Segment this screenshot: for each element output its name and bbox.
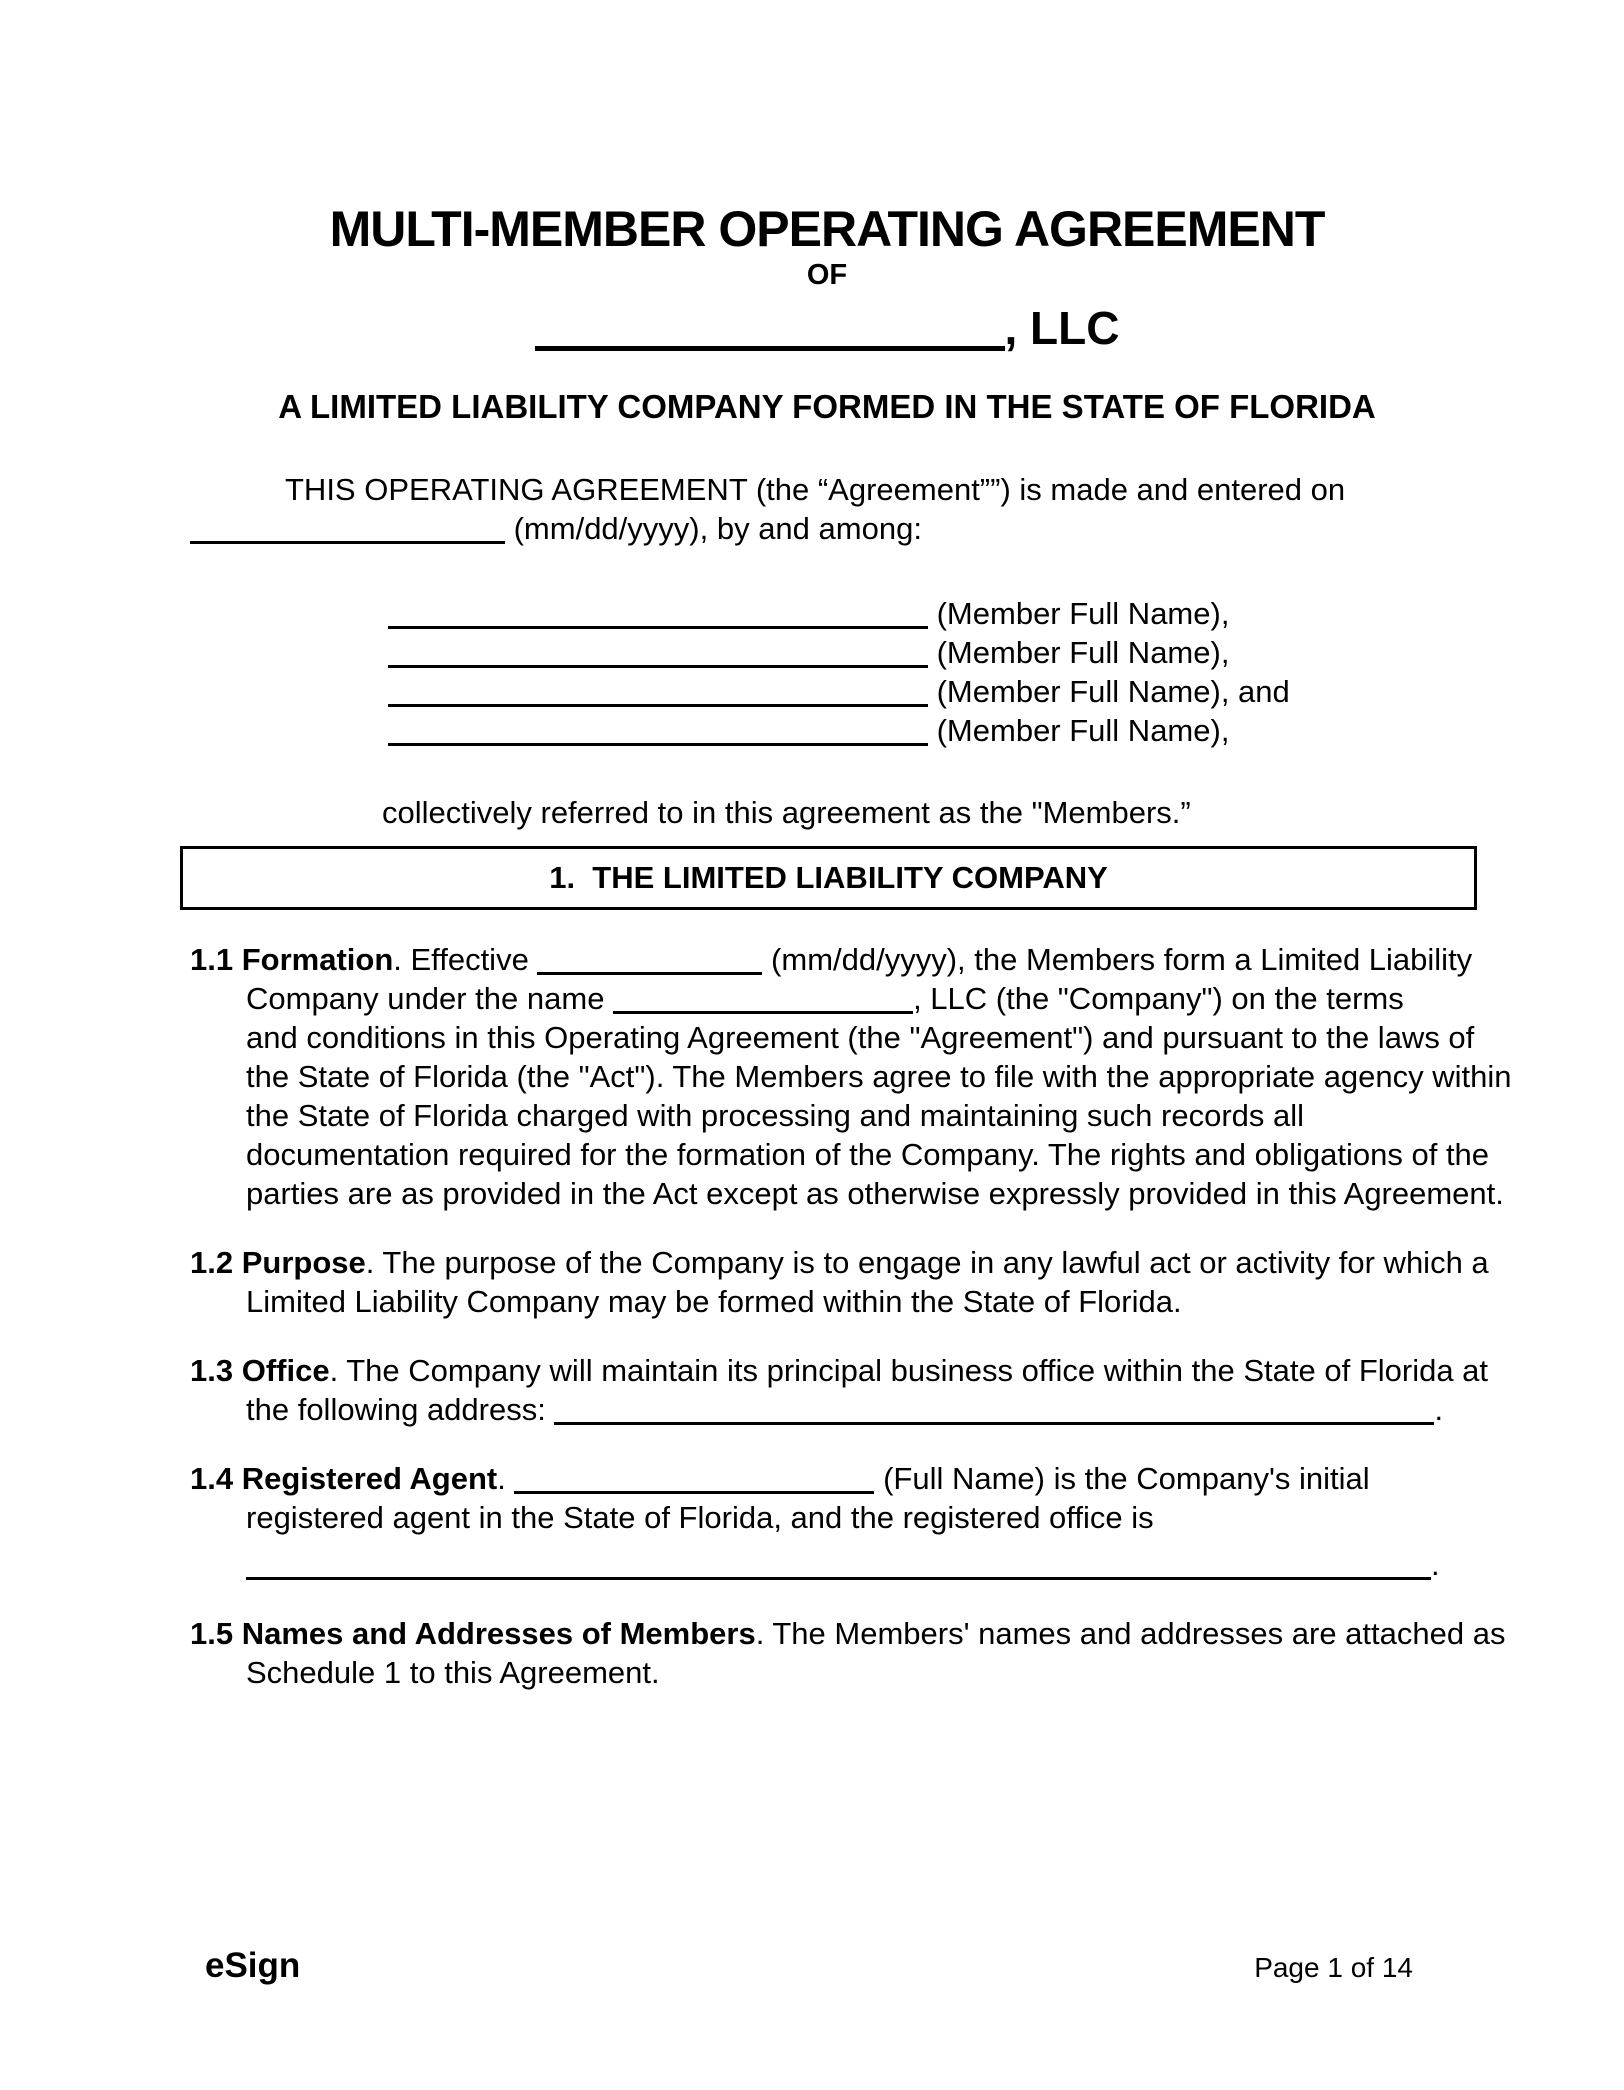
text-line: parties are as provided in the Act except as otherwise expressly provided in this Agreement. — [246, 1176, 1504, 1211]
fill-in-blank[interactable] — [388, 634, 928, 668]
fill-in-blank[interactable] — [190, 510, 505, 544]
text-line: and conditions in this Operating Agreement (the "Agreement") and pursuant to the laws of — [246, 1020, 1475, 1055]
clause-1-4-registered-agent — [190, 1459, 1464, 1584]
company-name-line — [190, 300, 1464, 354]
text-line: Schedule 1 to this Agreement. — [246, 1655, 660, 1690]
text-line: (mm/dd/yyyy), by and among: — [190, 509, 1464, 548]
company-name-blank[interactable] — [535, 300, 1005, 351]
clause-1-5-names-addresses — [190, 1614, 1506, 1692]
text-line: the following address: . — [246, 1392, 1444, 1427]
text-line: the State of Florida charged with processing and maintaining such records all — [246, 1098, 1305, 1133]
company-suffix: , LLC — [1004, 302, 1120, 354]
intro-paragraph — [190, 470, 1464, 548]
text-line: (Member Full Name), and — [388, 672, 1464, 711]
fill-in-blank[interactable] — [514, 1460, 874, 1494]
text-line: 1.1 Formation. Effective (mm/dd/yyyy), the Members form a Limited Liability — [190, 942, 1473, 977]
text-line: 1.3 Office. The Company will maintain its principal business office within the State of Florida at — [190, 1353, 1489, 1388]
text-line: (Member Full Name), — [388, 711, 1464, 750]
fill-in-blank[interactable] — [613, 980, 913, 1014]
text-line: 1.2 Purpose. The purpose of the Company is to engage in any lawful act or activity for which a — [190, 1245, 1489, 1280]
clause-1-1-formation — [190, 940, 1512, 1213]
fill-in-blank[interactable] — [388, 712, 928, 746]
members-list — [388, 594, 1464, 750]
text-line: . — [246, 1545, 1464, 1584]
fill-in-blank[interactable] — [554, 1391, 1434, 1425]
doc-subtitle: A LIMITED LIABILITY COMPANY FORMED IN THE STATE OF FLORIDA — [278, 388, 1376, 425]
text-line: documentation required for the formation of the Company. The rights and obligations of the — [246, 1137, 1490, 1172]
text-line: Limited Liability Company may be formed within the State of Florida. — [246, 1284, 1182, 1319]
fill-in-blank[interactable] — [246, 1546, 1431, 1580]
collective-note: collectively referred to in this agreement as the "Members.” — [382, 795, 1191, 830]
page-number: Page 1 of 14 — [1254, 1952, 1413, 1983]
text-line: 1.4 Registered Agent. (Full Name) is the Company's initial — [190, 1461, 1370, 1496]
doc-title: MULTI-MEMBER OPERATING AGREEMENT — [329, 201, 1325, 257]
clause-1-3-office — [190, 1351, 1489, 1429]
text-line: 1.5 Names and Addresses of Members. The Members' names and addresses are attached as — [190, 1616, 1506, 1651]
fill-in-blank[interactable] — [388, 673, 928, 707]
text-line: THIS OPERATING AGREEMENT (the “Agreement””) is made and entered on — [285, 472, 1346, 507]
text-line: the State of Florida (the "Act"). The Members agree to file with the appropriate agency within — [246, 1059, 1512, 1094]
clause-1-2-purpose — [190, 1243, 1489, 1321]
text-line: (Member Full Name), — [388, 633, 1464, 672]
page-footer — [205, 1946, 1413, 1986]
esign-logo: eSign — [205, 1946, 301, 1985]
fill-in-blank[interactable] — [388, 595, 928, 629]
text-line: Company under the name , LLC (the "Company") on the terms — [246, 981, 1404, 1016]
section-1-heading-box — [180, 846, 1477, 910]
fill-in-blank[interactable] — [537, 941, 762, 975]
text-line: registered agent in the State of Florida, and the registered office is — [246, 1500, 1154, 1535]
text-line: (Member Full Name), — [388, 594, 1464, 633]
section-1-heading: 1. THE LIMITED LIABILITY COMPANY — [549, 860, 1108, 895]
of-label: OF — [806, 259, 848, 291]
